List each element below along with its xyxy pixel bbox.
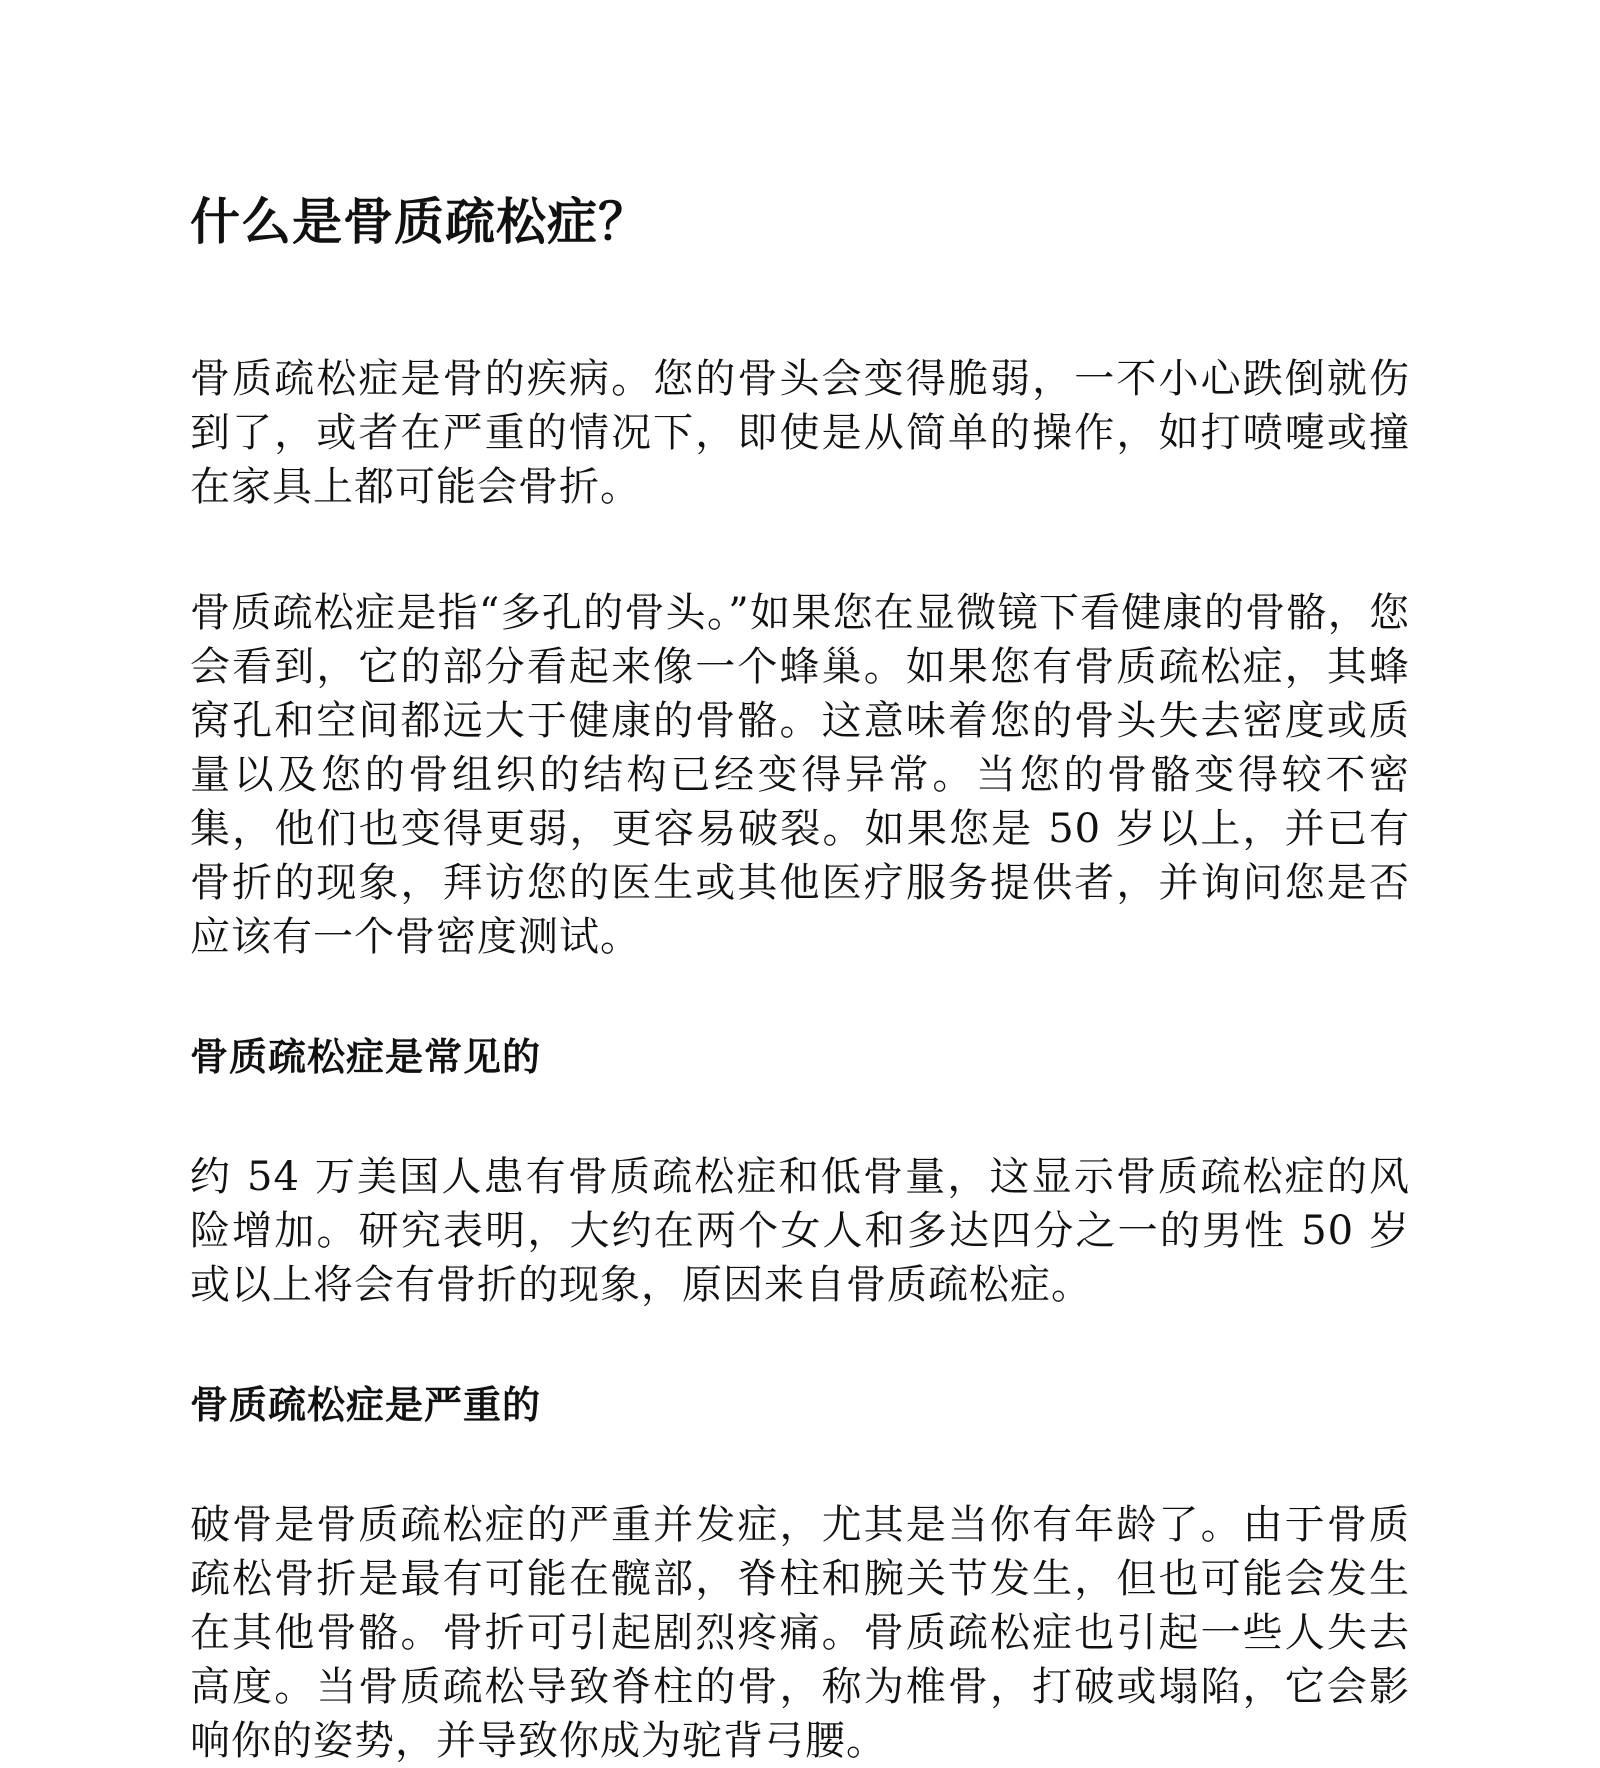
section-heading-common: 骨质疏松症是常见的	[190, 1035, 542, 1079]
document-content	[190, 190, 1410, 1768]
section-body-serious: 破骨是骨质疏松症的严重并发症，尤其是当你有年龄了。由于骨质疏松骨折是最有可能在髋部，脊柱和腕关节发生，但也可能会发生在其他骨骼。骨折可引起剧烈疼痛。骨质疏松症也引起一些人失去高度。当骨质疏松导致脊柱的骨，称为椎骨，打破或塌陷，它会影响你的姿势，并导致你成为驼背弓腰。	[190, 1502, 1410, 1764]
intro-paragraph: 骨质疏松症是骨的疾病。您的骨头会变得脆弱，一不小心跌倒就伤到了，或者在严重的情况下，即使是从简单的操作，如打喷嚏或撞在家具上都可能会骨折。	[190, 356, 1410, 510]
porous-bone-paragraph: 骨质疏松症是指“多孔的骨头。”如果您在显微镜下看健康的骨骼，您会看到，它的部分看起来像一个蜂巢。如果您有骨质疏松症，其蜂窝孔和空间都远大于健康的骨骼。这意味着您的骨头失去密度或质量以及您的骨组织的结构已经变得异常。当您的骨骼变得较不密集，他们也变得更弱，更容易破裂。如果您是 50 岁以上，并已有骨折的现象，拜访您的医生或其他医疗服务提供者，并询问您是否应该有一个骨密度测试。	[190, 590, 1410, 960]
section-heading-serious: 骨质疏松症是严重的	[190, 1383, 542, 1427]
page-title: 什么是骨质疏松症？	[190, 193, 649, 251]
section-body-common: 约 54 万美国人患有骨质疏松症和低骨量，这显示骨质疏松症的风险增加。研究表明，大约在两个女人和多达四分之一的男性 50 岁或以上将会有骨折的现象，原因来自骨质疏松症。	[190, 1154, 1410, 1308]
